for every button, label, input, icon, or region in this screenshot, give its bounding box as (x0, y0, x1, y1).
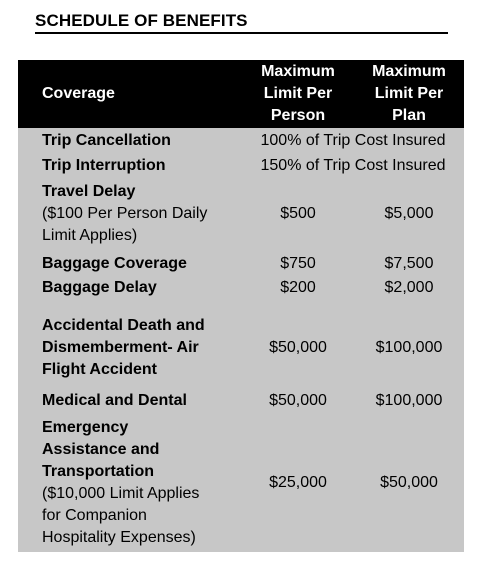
table-row (18, 388, 464, 414)
table-row (18, 153, 464, 178)
row-label: Assistance and (42, 441, 160, 458)
trip-cancellation-label (18, 128, 242, 153)
accidental-death-plan: $100,000 (354, 300, 464, 388)
per-plan-header (354, 60, 464, 128)
trip-interruption-label (18, 153, 242, 178)
baggage-delay-label (18, 276, 242, 300)
row-note: ($10,000 Limit Applies (42, 485, 200, 502)
row-note: Limit Applies) (42, 227, 138, 244)
table-row (18, 250, 464, 276)
table-row (18, 414, 464, 552)
travel-delay-person: $500 (242, 178, 354, 250)
per-person-header-line: Limit Per (263, 85, 333, 102)
benefits-table (18, 60, 464, 552)
accidental-death-label (18, 300, 242, 388)
trip-cancellation-value: 100% of Trip Cost Insured (242, 128, 464, 153)
row-label: Transportation (42, 463, 155, 480)
row-note: for Companion (42, 507, 147, 524)
trip-interruption-value: 150% of Trip Cost Insured (242, 153, 464, 178)
row-note: ($100 Per Person Daily (42, 205, 208, 222)
emergency-person: $25,000 (242, 414, 354, 552)
accidental-death-person: $50,000 (242, 300, 354, 388)
baggage-coverage-plan: $7,500 (354, 250, 464, 276)
row-label: Flight Accident (42, 361, 157, 378)
coverage-header: Coverage (18, 60, 242, 128)
emergency-label (18, 414, 242, 552)
emergency-plan: $50,000 (354, 414, 464, 552)
baggage-delay-person: $200 (242, 276, 354, 300)
baggage-coverage-label (18, 250, 242, 276)
table-row (18, 128, 464, 153)
medical-dental-plan: $100,000 (354, 388, 464, 414)
title-underline (35, 32, 448, 34)
header-row (18, 60, 464, 128)
medical-dental-person: $50,000 (242, 388, 354, 414)
per-plan-header-line: Maximum (372, 63, 446, 80)
row-label: Medical and Dental (42, 392, 187, 409)
travel-delay-label (18, 178, 242, 250)
row-note: Hospitality Expenses) (42, 529, 196, 546)
per-person-header-line: Maximum (261, 63, 335, 80)
row-label: Baggage Coverage (42, 255, 187, 272)
baggage-delay-plan: $2,000 (354, 276, 464, 300)
row-label: Trip Cancellation (42, 131, 171, 149)
medical-dental-label (18, 388, 242, 414)
row-label: Baggage Delay (42, 279, 157, 296)
row-label: Dismemberment- Air (42, 339, 199, 356)
per-person-header-line: Person (270, 107, 326, 124)
travel-delay-plan: $5,000 (354, 178, 464, 250)
table-row (18, 276, 464, 300)
table-row (18, 300, 464, 388)
per-plan-header-line: Limit Per (374, 85, 444, 102)
row-label: Travel Delay (42, 183, 136, 200)
table-row (18, 178, 464, 250)
row-label: Emergency (42, 419, 129, 436)
per-plan-header-line: Plan (392, 107, 426, 124)
per-person-header (242, 60, 354, 128)
row-label: Accidental Death and (42, 317, 205, 334)
baggage-coverage-person: $750 (242, 250, 354, 276)
schedule-title: SCHEDULE OF BENEFITS (35, 11, 248, 30)
row-label: Trip Interruption (42, 156, 166, 174)
